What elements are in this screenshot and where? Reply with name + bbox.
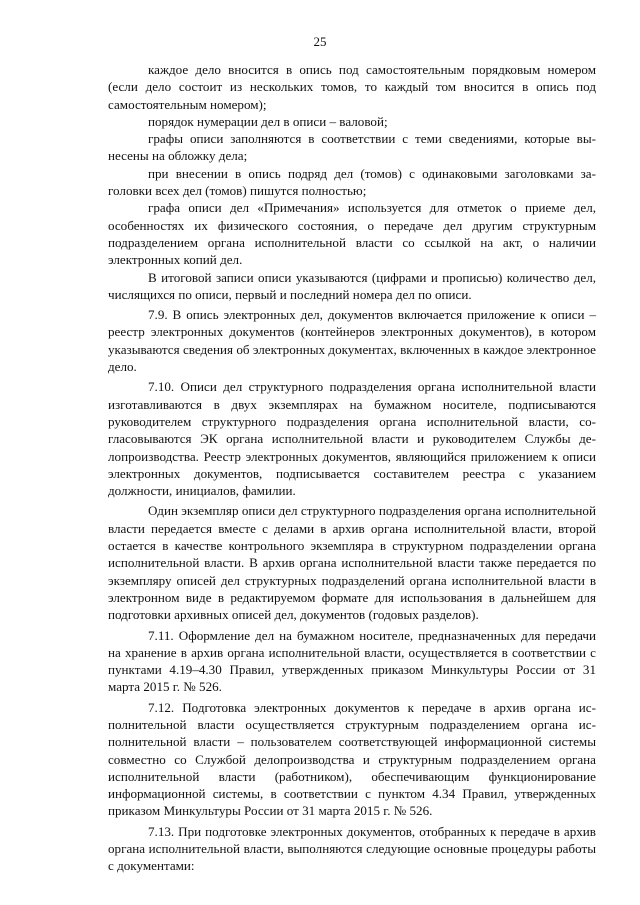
document-body <box>108 61 596 875</box>
paragraph-list-item-columns: графы описи заполняются в соответствии с теми сведениями, которые вынесены на обложку дела; <box>108 131 596 164</box>
paragraph-list-item-numbering: каждое дело вносится в опись под самостоятельным порядковым номером (если дело состоит из нескольких томов, то каждый том вносится в опись под самостоятельным номером); <box>108 62 596 112</box>
paragraph-list-item-notes: графа описи дел «Примечания» используется для отметок о приеме дел, особенностях их физического состояния, о передаче дел другим структурным подразделением органа исполнительной власти со ссылкой на акт, о наличии электронных копий дел. <box>108 200 596 268</box>
paragraph-list-item-order: порядок нумерации дел в описи – валовой; <box>148 113 388 129</box>
paragraph-7-11: 7.11. Оформление дел на бумажном носителе, предназначенных для передачи на хранение в архив органа исполнительной власти, осуществляется в соответствии с пунктами 4.19–4.30 Правил, утвержденных приказом Минкультуры России от 31 марта 2015 г. № 526. <box>108 627 596 695</box>
paragraph-7-9: 7.9. В опись электронных дел, документов включается приложение к описи – реестр электронных документов (контейнеров электронных документов), в котором указываются сведения об электронных документах, включенных в каждое электронное дело. <box>108 307 596 375</box>
page-number: 25 <box>313 34 327 49</box>
paragraph-final-record: В итоговой записи описи указываются (цифрами и прописью) количество дел, числящихся по описи, первый и последний номера дел по описи. <box>108 269 596 302</box>
paragraph-copy-transfer: Один экземпляр описи дел структурного подразделения органа исполнительной власти передается вместе с делами в архив органа исполнительной власти, второй остается в качестве контрольного экземпляра в структурном подразделении органа исполнительной власти. В архив органа исполнительной власти также передается по экземпляру описей дел структурных подразделений органа исполнительной власти в электронном виде в редактируемом формате для использования в дальнейшем для подготовки архивных описей дел, документов (годовых разделов). <box>108 503 596 623</box>
paragraph-7-12: 7.12. Подготовка электронных документов к передаче в архив органа исполнительной власти осуществляется структурным подразделением органа исполнительной власти – пользователем соответствующей информационной системы совместно со Службой делопроизводства и структурным подразделением органа исполнительной власти (работником), обеспечивающим функционирование информационной системы, в соответствии с пунктом 4.34 Правил, утвержденных приказом Минкультуры России от 31 марта 2015 г. № 526. <box>108 699 596 819</box>
paragraph-7-10: 7.10. Описи дел структурного подразделения органа исполнительной власти изготавливаются в двух экземплярах на бумажном носителе, подписываются руководителем структурного подразделения органа исполнительной власти, согласовываются ЭК органа исполнительной власти и руководителем Службы делопроизводства. Реестр электронных документов, являющийся приложением к описи электронных документов, подписывается составителем реестра с указанием должности, инициалов, фамилии. <box>108 379 596 499</box>
paragraph-7-13: 7.13. При подготовке электронных документов, отобранных к передаче в архив органа исполнительной власти, выполняются следующие основные процедуры работы с документами: <box>108 823 596 874</box>
paragraph-list-item-titles: при внесении в опись подряд дел (томов) с одинаковыми заголовками заголовки всех дел (томов) пишутся полностью; <box>108 165 596 199</box>
